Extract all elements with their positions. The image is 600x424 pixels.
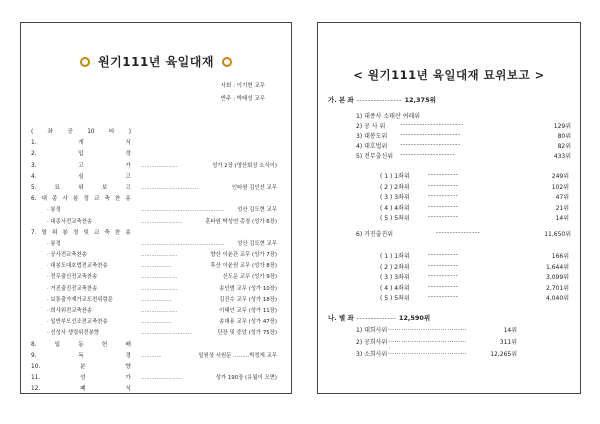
leader-dots: ……………… xyxy=(141,263,173,270)
leader-dots: …………………… xyxy=(141,375,183,382)
program-row xyxy=(31,340,281,351)
leader-dashes: ----------- xyxy=(428,171,459,178)
section-main-seat xyxy=(328,95,436,104)
program-row xyxy=(31,194,281,205)
program-row xyxy=(31,127,281,138)
program-detail: 송인범 교무 (성가 10장) xyxy=(219,285,277,292)
program-list xyxy=(31,127,281,396)
program-row xyxy=(31,384,281,395)
program-label: · 선성사 생령위전봉향 xyxy=(47,330,100,337)
program-label: 11. 성 가 xyxy=(31,375,131,382)
program-detail: 성가 190장 (유월이 오면) xyxy=(215,375,277,382)
report-subitem xyxy=(380,272,569,281)
program-label: 10. 분 향 xyxy=(31,363,131,370)
item-label: ( 3 ) 3좌위 xyxy=(380,194,410,201)
item-label: 5) 전무출신위 xyxy=(356,153,394,160)
program-page xyxy=(20,22,292,394)
leader-dashes: ----------------------- xyxy=(400,121,464,128)
program-detail: 훈타원 박성연 총장 (성가 6장) xyxy=(205,218,277,225)
program-row xyxy=(31,161,281,172)
report-item xyxy=(356,325,517,334)
program-label: 3. 고 가 xyxy=(31,162,131,169)
leader-dashes: ----------- xyxy=(428,213,459,220)
program-row xyxy=(31,217,281,228)
officiant: 사회 : 이기현 교무 xyxy=(220,83,265,89)
item-label: 6) 거진출진위 xyxy=(356,231,394,238)
program-label: 1. 개 식 xyxy=(31,140,131,147)
program-row xyxy=(31,373,281,384)
circle-ornament-icon xyxy=(80,57,90,67)
program-detail: 김진수 교무 (성가 18장) xyxy=(219,296,277,303)
program-detail: 신도운 교무 (성가 9장) xyxy=(222,274,277,281)
item-value: 14위 xyxy=(503,327,517,334)
section-label: 나. 별 좌 xyxy=(328,314,354,322)
program-row xyxy=(31,306,281,317)
item-label: 3) 대봉도위 xyxy=(356,133,388,140)
program-row xyxy=(31,317,281,328)
program-label: · 봉정 xyxy=(47,207,61,214)
report-title: < 원기111년 육일대재 묘위보고 > xyxy=(353,68,545,82)
item-value: 3,099위 xyxy=(546,274,569,281)
item-label: 2) 공 사 위 xyxy=(356,123,386,130)
item-label: ( 2 ) 2좌위 xyxy=(380,183,410,191)
item-value: 80위 xyxy=(557,133,571,140)
report-subitem xyxy=(380,202,569,212)
program-row xyxy=(31,205,281,216)
item-value: 14위 xyxy=(555,215,569,222)
leader-dots: ………………… xyxy=(141,252,178,259)
item-label: 3) 소희사위 xyxy=(356,351,388,358)
circle-ornament-icon xyxy=(222,57,232,67)
report-item xyxy=(356,151,571,160)
report-subitem xyxy=(380,171,569,180)
program-label: 7. 열 위 봉 정 및 교 축 찬 송 xyxy=(31,229,131,236)
leader-dots: ………………… xyxy=(141,285,178,292)
item-value: 82위 xyxy=(557,143,571,150)
program-row xyxy=(31,183,281,194)
program-row xyxy=(31,149,281,160)
leader-dashes: ----------- xyxy=(428,181,459,189)
item-value: 21위 xyxy=(555,204,569,212)
item-label: ( 5 ) 5좌위 xyxy=(380,215,410,222)
program-detail: 송대용 교무 (성가 47장) xyxy=(219,319,277,326)
program-label: 4. 심 고 xyxy=(31,173,131,180)
program-title: 원기111년 육일대재 xyxy=(21,53,291,70)
leader-dots: ………………… xyxy=(141,162,178,169)
leader-dashes: ----------- xyxy=(428,272,459,279)
program-label: 6. 대 종 사 봉 정 교 축 찬 송 xyxy=(31,196,131,203)
program-row xyxy=(31,172,281,183)
report-subitem xyxy=(380,213,569,222)
item-value: 12,265위 xyxy=(490,351,517,358)
section-total: 12,590위 xyxy=(398,314,431,322)
leader-dashes: ---------------- xyxy=(436,229,481,236)
item-value: 102위 xyxy=(551,183,569,191)
report-item xyxy=(356,141,571,150)
item-label: 1) 대종사 소태산 여래위 xyxy=(356,113,421,120)
report-subitem xyxy=(380,251,569,260)
report-item xyxy=(356,121,571,130)
item-label: 4) 대호법위 xyxy=(356,143,388,150)
program-label: · 희사위전교축찬송 xyxy=(47,308,93,314)
program-row xyxy=(31,272,281,283)
program-row xyxy=(31,362,281,373)
program-label: · 보통출가재가교도전위령문 xyxy=(47,296,113,303)
item-value: 166위 xyxy=(551,253,569,260)
leader-dashes: ----------- xyxy=(428,202,459,210)
leader-dashes: -------------------- xyxy=(400,151,456,158)
leader-dots: ……………… xyxy=(141,296,173,303)
program-detail: 후산 이윤원 교무 (성가 8장) xyxy=(210,263,277,270)
report-subitem xyxy=(380,192,569,201)
program-label: · 공사전교축찬송 xyxy=(47,252,87,259)
program-row xyxy=(31,138,281,149)
leader-dashes: ---------------------- xyxy=(400,141,461,148)
report-item xyxy=(356,337,517,346)
item-label: 1) 대희사위 xyxy=(356,327,388,334)
program-detail: 인타원 김인선 교무 xyxy=(231,184,277,191)
leader-dots: ………………… xyxy=(141,274,178,281)
program-row xyxy=(31,351,281,362)
report-item xyxy=(356,111,421,120)
leader-dots: ……………… xyxy=(141,319,173,326)
program-label: · 거진출진전교축찬송 xyxy=(47,285,98,292)
report-subitem xyxy=(380,293,569,302)
item-value: 311위 xyxy=(499,339,517,346)
program-label: · 대종사전교축찬송 xyxy=(47,218,93,225)
leader-dashes: ----------- xyxy=(428,261,459,269)
program-detail: 성산 김도현 교무 xyxy=(237,240,277,247)
leader-dots: ………………………………………… xyxy=(141,240,225,247)
section-special-seat xyxy=(328,313,430,322)
program-label: · 일반부모선조전교축찬송 xyxy=(47,319,108,326)
leader-dots: ………… xyxy=(141,352,162,359)
item-value: 1,644위 xyxy=(546,263,569,271)
item-label: ( 1 ) 1좌위 xyxy=(380,253,410,260)
item-value: 249위 xyxy=(551,173,569,180)
leader-dashes: ……………………………… xyxy=(388,325,468,332)
program-label: · 봉정 xyxy=(47,240,61,247)
leader-dashes: ----------- xyxy=(428,192,459,199)
program-label: 5. 묘 위 보 고 xyxy=(31,184,131,191)
item-value: 4,040위 xyxy=(546,295,569,302)
item-label: ( 3 ) 3좌위 xyxy=(380,274,410,281)
program-detail: 일원상 서원문 ………박정재 교무 xyxy=(198,352,277,359)
leader-dashes: -------------- xyxy=(353,314,399,322)
program-row xyxy=(31,250,281,261)
section-total: 12,375위 xyxy=(404,96,436,104)
leader-dashes: ---------------- xyxy=(353,96,405,104)
item-value: 433위 xyxy=(553,153,571,160)
leader-dots: …………………… xyxy=(141,218,183,225)
program-label: ( 좌 공 10 타 ) xyxy=(31,129,131,135)
leader-dots: ………………………………………… xyxy=(141,207,225,214)
report-item xyxy=(356,229,571,238)
leader-dashes: ----------- xyxy=(428,282,459,290)
item-value: 2,701위 xyxy=(546,284,569,292)
program-row xyxy=(31,328,281,339)
leader-dots: …………………………… xyxy=(141,184,199,191)
leader-dashes: ----------- xyxy=(428,251,459,258)
accompanist: 반주 : 박태성 교무 xyxy=(220,96,265,102)
program-detail: 이혜인 교무 (성가 11장) xyxy=(219,308,277,314)
item-label: ( 5 ) 5좌위 xyxy=(380,295,410,302)
program-label: · 전무출신전교축찬송 xyxy=(47,274,98,281)
program-row xyxy=(31,239,281,250)
item-label: ( 2 ) 2좌위 xyxy=(380,263,410,271)
leader-dashes: ----------- xyxy=(428,293,459,300)
report-item xyxy=(356,131,571,140)
program-label: 12. 폐 식 xyxy=(31,386,131,393)
program-detail: 단장 및 중앙 (성가 75장) xyxy=(217,330,277,337)
program-row xyxy=(31,228,281,239)
item-value: 129위 xyxy=(553,123,571,130)
report-subitem xyxy=(380,181,569,191)
report-subitem xyxy=(380,261,569,271)
leader-dashes: ---------------------- xyxy=(400,131,461,138)
program-label: 9. 독 경 xyxy=(31,352,131,359)
item-label: ( 1 ) 1좌위 xyxy=(380,173,410,180)
program-row xyxy=(31,284,281,295)
program-detail: 성가 2장 (영산회상 소식이) xyxy=(212,162,277,169)
item-value: 11,650위 xyxy=(544,231,571,238)
program-detail: 향산 이윤관 교무 (성가 7장) xyxy=(210,252,277,259)
program-label: 2. 입 정 xyxy=(31,151,131,158)
item-label: ( 4 ) 4좌위 xyxy=(380,204,410,212)
report-subitem xyxy=(380,282,569,292)
item-label: ( 4 ) 4좌위 xyxy=(380,284,410,292)
section-label: 가. 본 좌 xyxy=(328,96,354,104)
leader-dashes: ……………………………… xyxy=(388,349,468,356)
program-row xyxy=(31,261,281,272)
leader-dashes: ……………………………… xyxy=(388,337,468,344)
report-item xyxy=(356,349,517,358)
program-label: 8. 일 동 헌 배 xyxy=(31,341,131,348)
item-value: 47위 xyxy=(555,194,569,201)
program-row xyxy=(31,295,281,306)
program-detail: 성산 김도현 교무 xyxy=(237,207,277,214)
program-label: · 대봉도대호법전교축찬송 xyxy=(47,263,108,270)
leader-dots: ………………… xyxy=(141,308,178,314)
report-page xyxy=(317,22,581,394)
leader-dots: ………………………… xyxy=(141,330,193,337)
item-label: 2) 공희사위 xyxy=(356,339,388,346)
